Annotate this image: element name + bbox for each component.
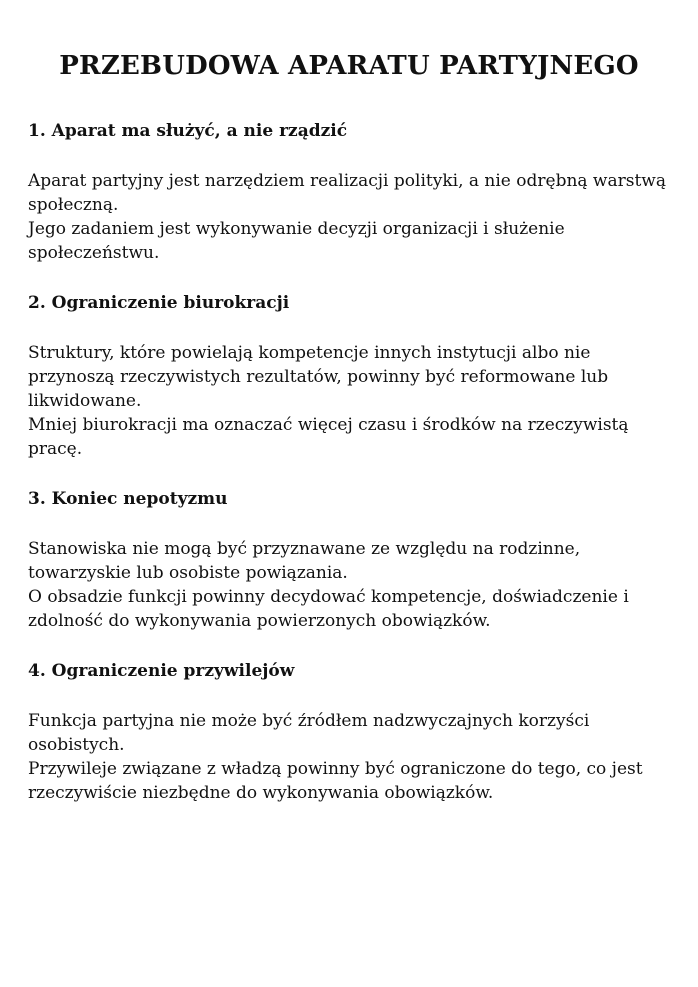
section-spacer [28,461,670,487]
section-heading: 2. Ograniczenie biurokracji [28,293,290,313]
section-3 [28,487,670,633]
section-paragraph: Przywileje związane z władzą powinny być ograniczone do tego, co jest rzeczywiście niezbędne do wykonywania obowiązków. [28,759,643,803]
section-heading: 1. Aparat ma służyć, a nie rządzić [28,121,348,141]
document-title: PRZEBUDOWA APARATU PARTYJNEGO [59,51,639,81]
section-heading: 3. Koniec nepotyzmu [28,489,228,509]
section-paragraph: Funkcja partyjna nie może być źródłem nadzwyczajnych korzyści osobistych. [28,711,590,755]
section-heading: 4. Ograniczenie przywilejów [28,661,295,681]
section-paragraph: Aparat partyjny jest narzędziem realizacji polityki, a nie odrębną warstwą społeczną. [28,171,666,215]
section-paragraph: Stanowiska nie mogą być przyznawane ze względu na rodzinne, towarzyskie lub osobiste powiązania. [28,539,581,583]
section-paragraph: Struktury, które powielają kompetencje innych instytucji albo nie przynoszą rzeczywistych rezultatów, powinny być reformowane lub likwidowane. [28,343,609,411]
section-paragraph: Jego zadaniem jest wykonywanie decyzji organizacji i służenie społeczeństwu. [28,219,565,263]
section-2 [28,291,670,461]
section-paragraph: Mniej biurokracji ma oznaczać więcej czasu i środków na rzeczywistą pracę. [28,415,629,459]
section-spacer [28,265,670,291]
section-4 [28,659,670,805]
section-spacer [28,633,670,659]
section-1 [28,119,670,265]
section-paragraph: O obsadzie funkcji powinny decydować kompetencje, doświadczenie i zdolność do wykonywania powierzonych obowiązków. [28,587,629,631]
